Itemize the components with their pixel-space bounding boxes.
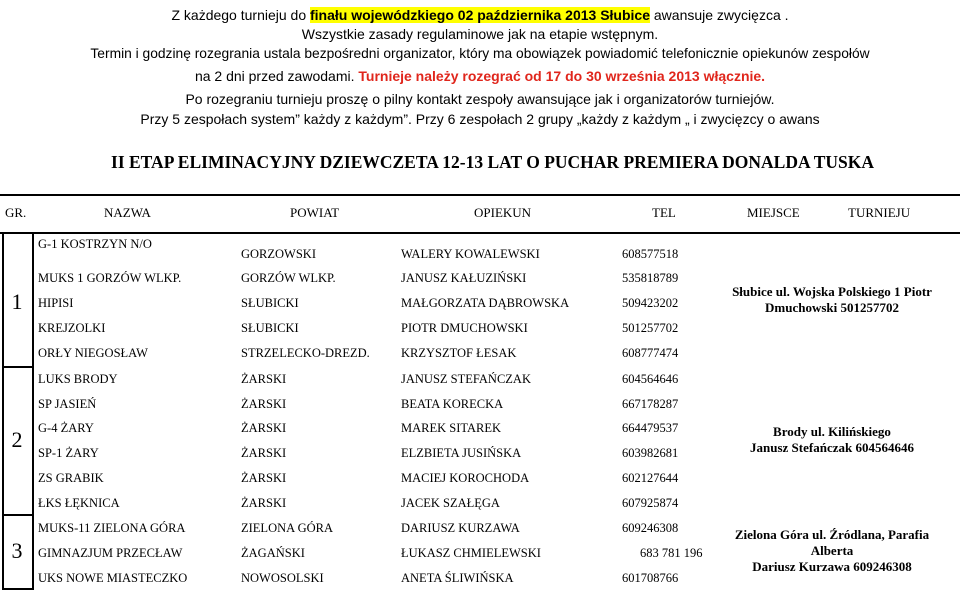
group-1-number: 1 xyxy=(11,289,23,314)
team-phone: 601708766 xyxy=(622,571,679,585)
team-coach: MACIEJ KOROCHODA xyxy=(401,471,530,485)
table-top-rule xyxy=(0,194,960,196)
team-phone: 683 781 196 xyxy=(640,546,703,560)
group-2-venue xyxy=(732,424,932,456)
team-powiat: STRZELECKO-DREZD. xyxy=(241,346,370,360)
intro-line-6: Przy 5 zespołach system” każdy z każdym”. Przy 6 zespołach 2 grupy „każdy z każdym „ i zwycięzcy o awans xyxy=(140,111,820,127)
intro-line-5: Po rozegraniu turnieju proszę o pilny kontakt zespoły awansujące jak i organizatorów turniejów. xyxy=(185,91,775,107)
group-column-border xyxy=(32,232,34,590)
team-phone: 608777474 xyxy=(622,346,679,360)
intro-line-1-post: awansuje zwycięzca . xyxy=(650,7,789,23)
team-coach: KRZYSZTOF ŁESAK xyxy=(401,346,517,360)
column-header-gr: GR. xyxy=(5,205,27,220)
team-name: ZS GRABIK xyxy=(38,471,104,485)
team-coach: WALERY KOWALEWSKI xyxy=(401,247,540,261)
group-1-venue-line-2: Dmuchowski 501257702 xyxy=(765,300,899,315)
team-name: UKS NOWE MIASTECZKO xyxy=(38,571,188,585)
team-name: MUKS 1 GORZÓW WLKP. xyxy=(38,271,182,285)
group-2-venue-line-2: Janusz Stefańczak 604564646 xyxy=(750,440,914,455)
team-powiat: ŻARSKI xyxy=(241,496,287,510)
team-coach: ELZBIETA JUSIŃSKA xyxy=(401,446,522,460)
team-powiat: SŁUBICKI xyxy=(241,296,299,310)
team-powiat: ŻARSKI xyxy=(241,446,287,460)
team-powiat: SŁUBICKI xyxy=(241,321,299,335)
intro-line-4 xyxy=(0,67,960,86)
team-name: MUKS-11 ZIELONA GÓRA xyxy=(38,521,186,535)
team-name: G-1 KOSTRZYN N/O xyxy=(38,237,152,251)
team-powiat: ŻARSKI xyxy=(241,372,287,386)
column-header-nazwa: NAZWA xyxy=(104,205,151,220)
team-coach: MAREK SITAREK xyxy=(401,421,502,435)
team-powiat: ŻAGAŃSKI xyxy=(241,546,305,560)
team-phone: 664479537 xyxy=(622,421,679,435)
group-2-bottom-rule xyxy=(2,514,32,516)
group-3-venue-line-2: Alberta xyxy=(810,543,854,558)
group-3-venue xyxy=(732,527,932,575)
tournament-dates-notice: Turnieje należy rozegrać od 17 do 30 września 2013 włącznie. xyxy=(358,68,766,84)
team-phone: 608577518 xyxy=(622,247,679,261)
intro-line-1-pre: Z każdego turnieju do xyxy=(171,7,310,23)
team-name: ORŁY NIEGOSŁAW xyxy=(38,346,148,360)
team-phone: 535818789 xyxy=(622,271,679,285)
document-heading: II ETAP ELIMINACYJNY DZIEWCZETA 12-13 LAT O PUCHAR PREMIERA DONALDA TUSKA xyxy=(111,152,874,172)
team-powiat: GORZÓW WLKP. xyxy=(241,271,336,285)
team-phone: 604564646 xyxy=(622,372,679,386)
group-2-number: 2 xyxy=(11,427,23,452)
team-name: ŁKS ŁĘKNICA xyxy=(38,496,120,510)
group-1-venue-line-1: Słubice ul. Wojska Polskiego 1 Piotr xyxy=(732,284,932,299)
team-powiat: ZIELONA GÓRA xyxy=(241,521,334,535)
team-powiat: ŻARSKI xyxy=(241,397,287,411)
team-coach: DARIUSZ KURZAWA xyxy=(401,521,520,535)
team-powiat: ŻARSKI xyxy=(241,421,287,435)
team-phone: 607925874 xyxy=(622,496,679,510)
group-2-venue-line-1: Brody ul. Kilińskiego xyxy=(773,424,891,439)
team-coach: PIOTR DMUCHOWSKI xyxy=(401,321,528,335)
team-powiat: NOWOSOLSKI xyxy=(241,571,324,585)
group-1-bottom-rule xyxy=(2,366,32,368)
column-header-powiat: POWIAT xyxy=(290,205,340,220)
team-name: SP JASIEŃ xyxy=(38,397,97,411)
team-name: SP-1 ŻARY xyxy=(38,446,99,460)
team-coach: ŁUKASZ CHMIELEWSKI xyxy=(401,546,541,560)
group-3-number: 3 xyxy=(11,538,23,563)
table-header-rule xyxy=(0,232,960,234)
team-powiat: ŻARSKI xyxy=(241,471,287,485)
team-coach: JACEK SZAŁĘGA xyxy=(401,496,500,510)
team-name: GIMNAZJUM PRZECŁAW xyxy=(38,546,183,560)
team-name: LUKS BRODY xyxy=(38,372,118,386)
team-coach: BEATA KORECKA xyxy=(401,397,504,411)
team-name: HIPISI xyxy=(38,296,74,310)
team-coach: JANUSZ STEFAŃCZAK xyxy=(401,372,531,386)
team-coach: MAŁGORZATA DĄBROWSKA xyxy=(401,296,570,310)
group-3-venue-line-1: Zielona Góra ul. Źródlana, Parafia xyxy=(734,527,930,542)
intro-line-2: Wszystkie zasady regulaminowe jak na etapie wstępnym. xyxy=(301,26,659,42)
column-header-tel: TEL xyxy=(652,205,676,220)
team-coach: ANETA ŚLIWIŃSKA xyxy=(401,571,514,585)
team-phone: 501257702 xyxy=(622,321,679,335)
team-phone: 602127644 xyxy=(622,471,679,485)
team-name: G-4 ŻARY xyxy=(38,421,94,435)
table-left-border xyxy=(2,232,4,590)
team-phone: 509423202 xyxy=(622,296,679,310)
team-phone: 603982681 xyxy=(622,446,679,460)
final-date-highlight: finału wojewódzkiego 02 października 2013 Słubice xyxy=(310,7,650,23)
column-header-opiekun: OPIEKUN xyxy=(474,205,532,220)
group-1-venue xyxy=(732,284,932,316)
column-header-miejsce: MIEJSCE xyxy=(747,205,800,220)
team-coach: JANUSZ KAŁUZIŃSKI xyxy=(401,271,527,285)
intro-line-1 xyxy=(0,6,960,25)
team-name: KREJZOLKI xyxy=(38,321,106,335)
team-phone: 609246308 xyxy=(622,521,679,535)
intro-line-4-pre: na 2 dni przed zawodami. xyxy=(194,68,359,84)
team-powiat: GORZOWSKI xyxy=(241,247,316,261)
intro-line-3: Termin i godzinę rozegrania ustala bezpośredni organizator, który ma obowiązek powiadomić telefonicznie opiekunów zespołów xyxy=(90,46,870,61)
column-header-turnieju: TURNIEJU xyxy=(848,205,911,220)
group-3-venue-line-3: Dariusz Kurzawa 609246308 xyxy=(752,559,912,574)
team-phone: 667178287 xyxy=(622,397,679,411)
